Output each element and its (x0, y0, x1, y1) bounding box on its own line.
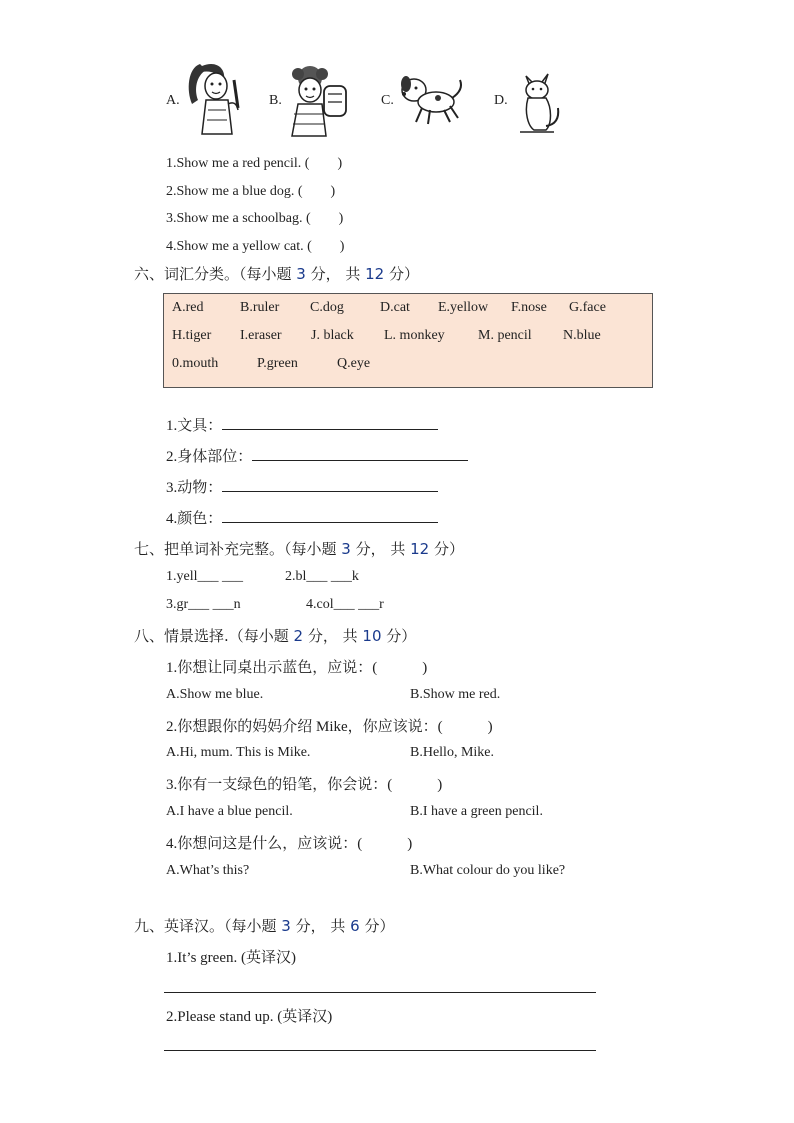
word-bank-item: C.dog (310, 300, 344, 315)
word-bank-item: Q.eye (337, 356, 371, 371)
word-bank-item: H.tiger (172, 328, 212, 343)
answer-blank[interactable] (222, 510, 438, 523)
list-item: 1.It’s green. (英译汉) (166, 950, 296, 966)
girl-with-schoolbag-picture (282, 64, 352, 138)
word-bank-item: A.red (172, 300, 204, 315)
dog-picture (396, 72, 468, 128)
list-item: 4.Show me a yellow cat. ( ) (166, 239, 345, 254)
word-bank-item: B.ruler (240, 300, 280, 315)
option-a: A.What’s this? (166, 863, 250, 878)
list-item: 4.col___ ___r (306, 597, 384, 612)
question-text: 2.你想跟你的妈妈介绍 Mike，你应该说：( ) (166, 719, 493, 735)
answer-line[interactable] (164, 992, 596, 993)
answer-line[interactable] (164, 1050, 596, 1051)
picture-label-c: C. (381, 93, 394, 108)
word-bank-item: P.green (257, 356, 298, 371)
option-b: B.Hello, Mike. (410, 745, 494, 760)
answer-blank[interactable] (222, 417, 438, 430)
list-item: 2.Please stand up. (英译汉) (166, 1009, 333, 1025)
section-7-heading: 七、把单词补充完整。（每小题 3 分， 共 12 分） (134, 540, 465, 558)
option-a: A.Show me blue. (166, 687, 264, 702)
list-item: 1.yell___ ___ (166, 569, 243, 584)
list-item: 2.Show me a blue dog. ( ) (166, 184, 336, 199)
section-9-heading: 九、英译汉。（每小题 3 分， 共 6 分） (134, 917, 395, 935)
word-bank-item: F.nose (511, 300, 547, 315)
cat-picture (514, 68, 564, 136)
word-bank-item: 0.mouth (172, 356, 219, 371)
list-item: 1.Show me a red pencil. ( ) (166, 156, 343, 171)
word-bank-item: E.yellow (438, 300, 489, 315)
word-bank-item: J. black (311, 328, 354, 343)
option-b: B.Show me red. (410, 687, 501, 702)
word-bank-item: G.face (569, 300, 606, 315)
section-8-heading: 八、情景选择.（每小题 2 分， 共 10 分） (134, 627, 417, 645)
list-item: 3.gr___ ___n (166, 597, 241, 612)
picture-label-b: B. (269, 93, 282, 108)
word-bank-item: M. pencil (478, 328, 532, 343)
option-b: B.I have a green pencil. (410, 804, 543, 819)
picture-label-d: D. (494, 93, 508, 108)
list-item: 2.bl___ ___k (285, 569, 359, 584)
word-bank-item: N.blue (563, 328, 601, 343)
picture-label-a: A. (166, 93, 180, 108)
girl-with-pencil-picture (180, 60, 248, 138)
word-bank-item: I.eraser (240, 328, 282, 343)
answer-blank[interactable] (252, 448, 468, 461)
answer-blank[interactable] (222, 479, 438, 492)
category-row-colours: 4.颜色： (166, 507, 438, 528)
question-text: 1.你想让同桌出示蓝色，应说：( ) (166, 660, 428, 676)
section-6-heading: 六、词汇分类。（每小题 3 分， 共 12 分） (134, 265, 420, 283)
option-a: A.Hi, mum. This is Mike. (166, 745, 311, 760)
list-item: 3.Show me a schoolbag. ( ) (166, 211, 344, 226)
category-row-body-parts: 2.身体部位： (166, 445, 468, 466)
word-bank-item: D.cat (380, 300, 410, 315)
word-bank-item: L. monkey (384, 328, 445, 343)
category-row-stationery: 1.文具： (166, 414, 438, 435)
option-b: B.What colour do you like? (410, 863, 566, 878)
option-a: A.I have a blue pencil. (166, 804, 293, 819)
question-text: 4.你想问这是什么，应该说：( ) (166, 836, 413, 852)
category-row-animals: 3.动物： (166, 476, 438, 497)
question-text: 3.你有一支绿色的铅笔，你会说：( ) (166, 777, 443, 793)
